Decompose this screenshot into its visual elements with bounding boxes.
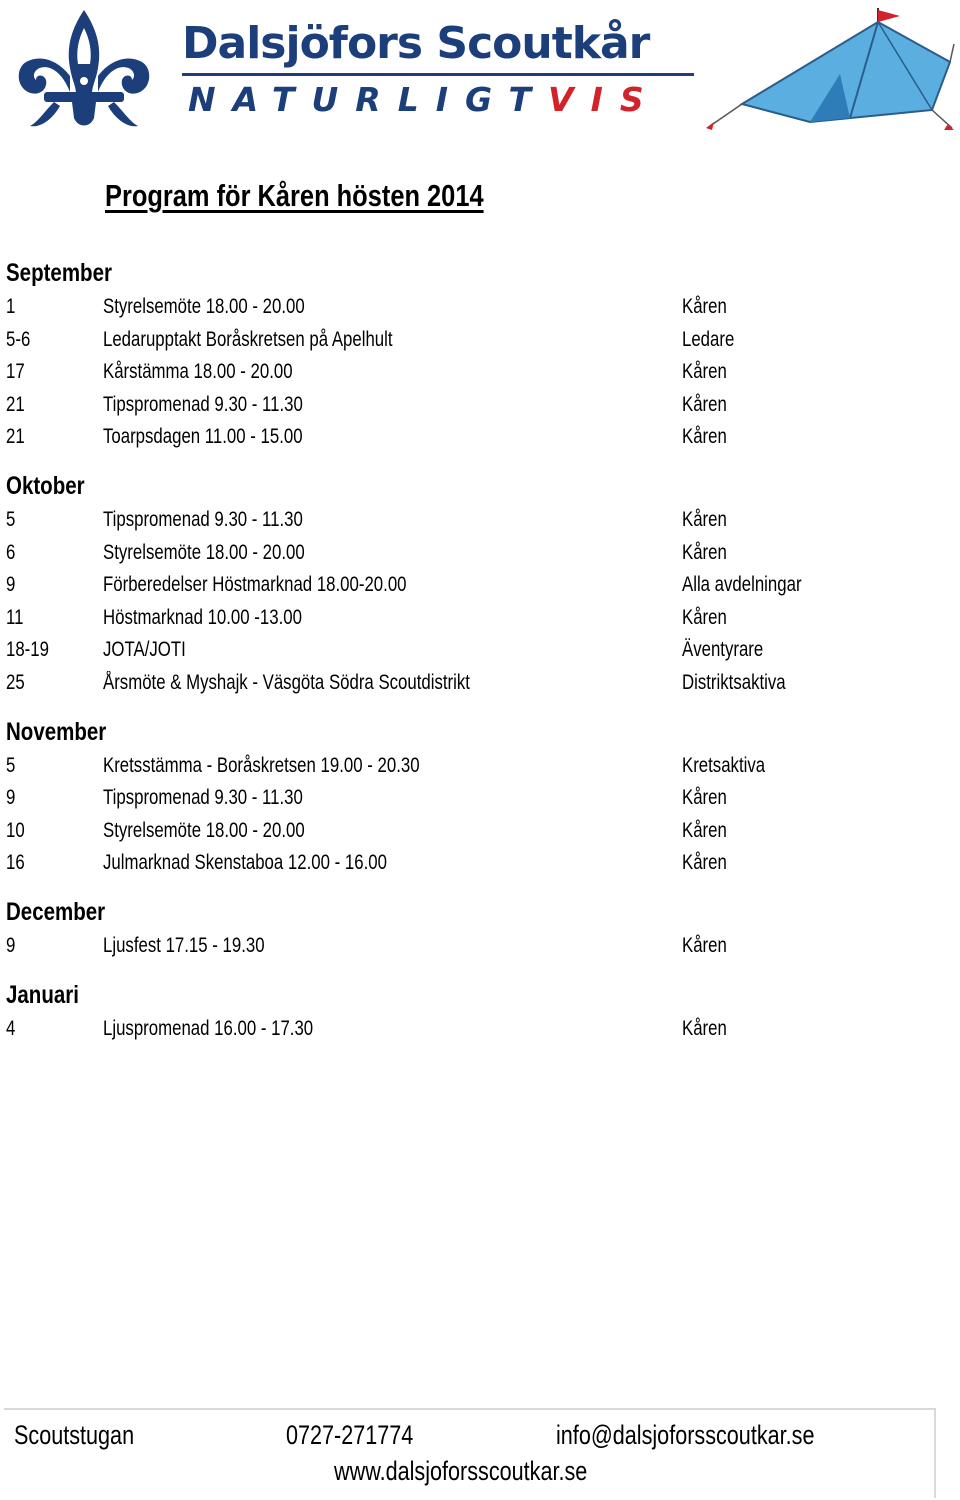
fleur-de-lis-icon <box>14 6 154 131</box>
event-date: 21 <box>6 392 25 416</box>
event-row <box>6 815 906 848</box>
event-title: JOTA/JOTI <box>103 638 186 662</box>
event-row <box>6 291 906 324</box>
event-row <box>6 750 906 783</box>
event-row <box>6 389 906 422</box>
event-group: Kretsaktiva <box>682 753 766 777</box>
footer-phone: 0727-271774 <box>286 1420 414 1450</box>
month-heading: November <box>6 717 107 746</box>
event-row <box>6 667 906 700</box>
month-heading: September <box>6 259 112 287</box>
event-group: Kåren <box>682 392 727 416</box>
event-row <box>6 324 906 357</box>
event-title: Ljusfest 17.15 - 19.30 <box>103 933 265 957</box>
event-group: Kåren <box>682 295 727 318</box>
event-group: Äventyrare <box>682 638 764 662</box>
month-section <box>6 468 906 700</box>
event-row <box>6 421 906 454</box>
month-heading: Januari <box>6 980 79 1009</box>
footer-website[interactable]: www.dalsjoforsscoutkar.se <box>334 1456 588 1486</box>
event-title: Kårstämma 18.00 - 20.00 <box>103 360 293 384</box>
event-group: Kåren <box>682 933 727 957</box>
month-section <box>6 894 906 963</box>
event-row <box>6 847 906 880</box>
event-date: 5 <box>6 753 16 777</box>
event-group: Distriktsaktiva <box>682 670 786 694</box>
event-row <box>6 537 906 570</box>
footer-place: Scoutstugan <box>14 1420 135 1450</box>
event-date: 9 <box>6 933 16 957</box>
event-row <box>6 504 906 537</box>
event-title: Styrelsemöte 18.00 - 20.00 <box>103 818 305 842</box>
event-group: Kåren <box>682 605 727 629</box>
event-date: 10 <box>6 818 25 842</box>
month-section <box>6 255 906 454</box>
event-date: 5 <box>6 507 16 531</box>
event-title: Tipspromenad 9.30 - 11.30 <box>103 392 303 416</box>
event-date: 4 <box>6 1016 16 1040</box>
event-date: 5-6 <box>6 327 31 351</box>
event-title: Ledarupptakt Boråskretsen på Apelhult <box>103 327 393 351</box>
event-title: Toarpsdagen 11.00 - 15.00 <box>103 425 303 449</box>
event-row <box>6 930 906 963</box>
event-group: Ledare <box>682 327 735 351</box>
brand-name: Dalsjöfors Scoutkår <box>182 18 650 69</box>
month-heading: Oktober <box>6 471 85 500</box>
tagline-red: VIS <box>548 80 661 119</box>
schedule <box>6 255 906 1059</box>
tagline-blue: NATURLIGT <box>188 80 549 119</box>
event-group: Alla avdelningar <box>682 573 802 597</box>
page-title: Program för Kåren hösten 2014 <box>105 178 484 213</box>
event-title: Kretsstämma - Boråskretsen 19.00 - 20.30 <box>103 753 420 777</box>
brand-divider <box>182 73 694 76</box>
event-date: 11 <box>6 605 24 629</box>
event-title: Styrelsemöte 18.00 - 20.00 <box>103 540 305 564</box>
month-section <box>6 977 906 1046</box>
event-title: Julmarknad Skenstaboa 12.00 - 16.00 <box>103 851 387 875</box>
event-title: Årsmöte & Myshajk - Väsgöta Södra Scoutdistrikt <box>103 670 470 694</box>
event-row <box>6 356 906 389</box>
event-date: 17 <box>6 360 25 384</box>
event-date: 9 <box>6 573 16 597</box>
event-date: 21 <box>6 425 25 449</box>
footer <box>4 1408 936 1498</box>
tent-icon <box>700 4 955 132</box>
event-date: 25 <box>6 670 25 694</box>
footer-email[interactable]: info@dalsjoforsscoutkar.se <box>556 1420 815 1450</box>
event-group: Kåren <box>682 425 727 449</box>
event-row <box>6 1013 906 1046</box>
event-date: 16 <box>6 851 25 875</box>
event-title: Ljuspromenad 16.00 - 17.30 <box>103 1016 314 1040</box>
header <box>0 0 960 135</box>
event-group: Kåren <box>682 507 727 531</box>
event-group: Kåren <box>682 786 727 810</box>
event-row <box>6 634 906 667</box>
month-heading: December <box>6 897 106 926</box>
event-row <box>6 569 906 602</box>
brand-tagline <box>188 80 661 119</box>
event-date: 1 <box>6 295 16 318</box>
event-group: Kåren <box>682 1016 727 1040</box>
month-section <box>6 714 906 880</box>
event-group: Kåren <box>682 818 727 842</box>
event-date: 9 <box>6 786 16 810</box>
event-group: Kåren <box>682 540 727 564</box>
event-title: Tipspromenad 9.30 - 11.30 <box>103 786 303 810</box>
event-row <box>6 602 906 635</box>
event-row <box>6 782 906 815</box>
event-title: Höstmarknad 10.00 -13.00 <box>103 605 302 629</box>
event-title: Tipspromenad 9.30 - 11.30 <box>103 507 303 531</box>
event-date: 6 <box>6 540 16 564</box>
event-group: Kåren <box>682 851 727 875</box>
event-date: 18-19 <box>6 638 49 662</box>
event-title: Förberedelser Höstmarknad 18.00-20.00 <box>103 573 407 597</box>
event-title: Styrelsemöte 18.00 - 20.00 <box>103 295 305 318</box>
event-group: Kåren <box>682 360 727 384</box>
